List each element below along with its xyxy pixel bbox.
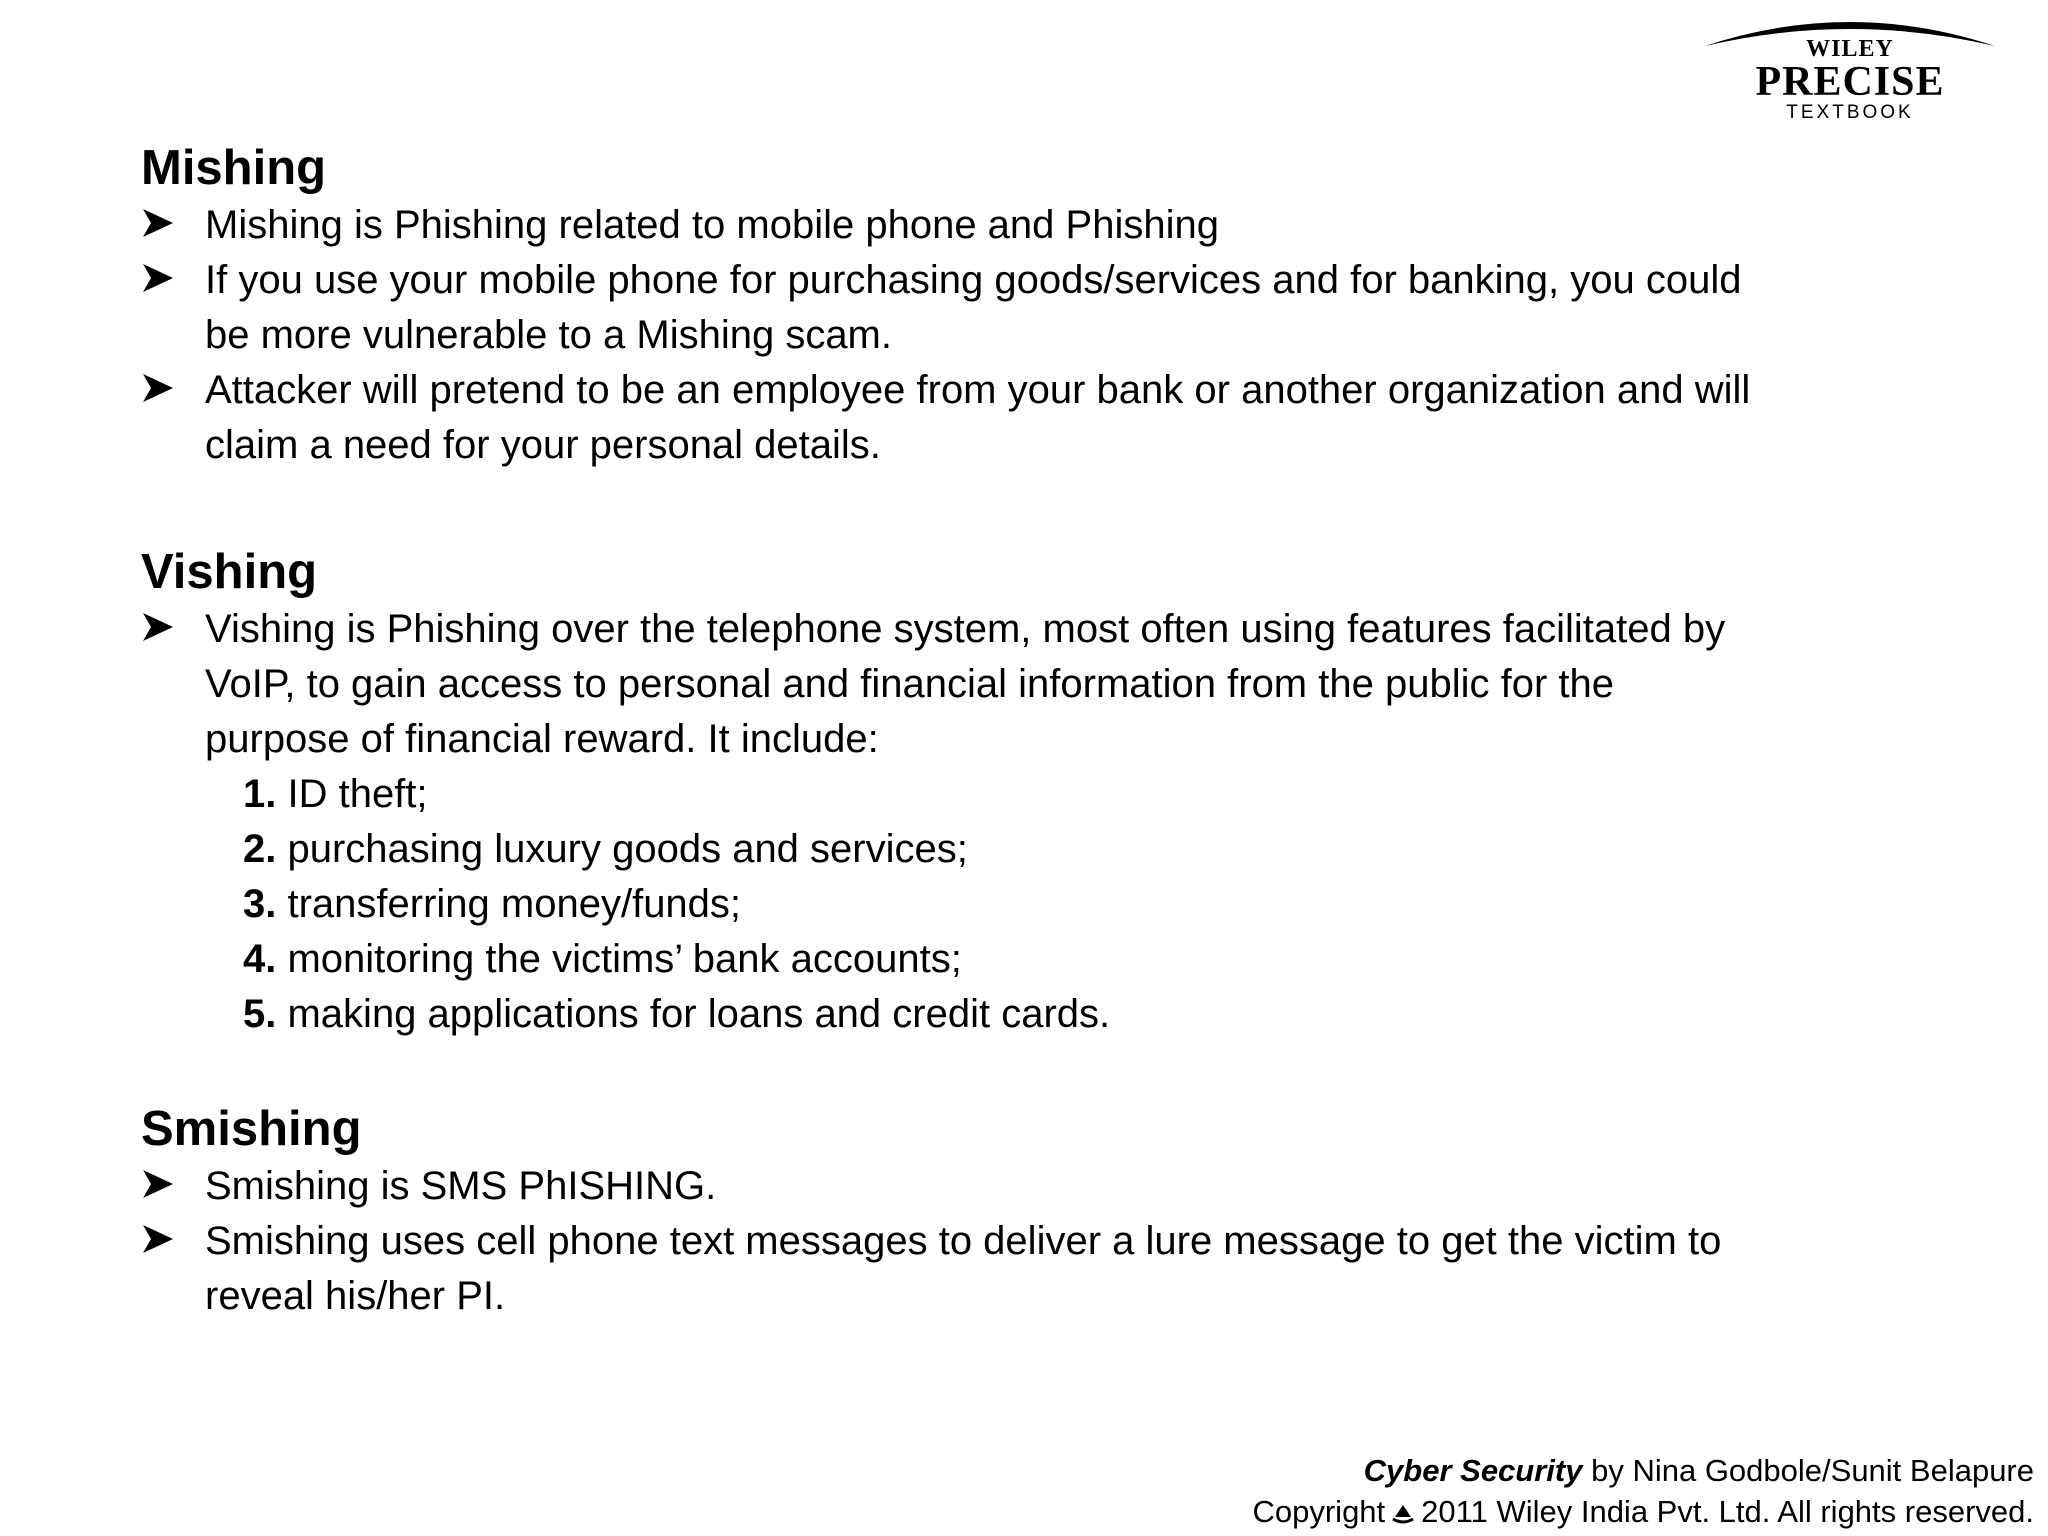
bullet-text: Attacker will pretend to be an employee from your bank or another organization and will claim a need for your personal details.	[205, 368, 1751, 467]
section-vishing	[141, 542, 1761, 1042]
section-heading: Mishing	[141, 141, 327, 195]
numbered-item	[243, 932, 1761, 987]
item-number: 3.	[243, 882, 277, 926]
bullet-text: Smishing is SMS PhISHING.	[205, 1164, 717, 1208]
bullet-text: Vishing is Phishing over the telephone system, most often using features facilitated by VoIP, to gain access to personal and financial information from the public for the purpose of financial reward. It include:	[205, 607, 1726, 761]
arrow-bullet-icon	[141, 206, 175, 240]
section-heading: Vishing	[141, 545, 318, 599]
copyright-symbol-icon	[1391, 1501, 1415, 1525]
bullet-item	[141, 1159, 1761, 1214]
bullet-text: Smishing uses cell phone text messages to deliver a lure message to get the victim to reveal his/her PI.	[205, 1219, 1722, 1318]
bullet-text: If you use your mobile phone for purchasing goods/services and for banking, you could be more vulnerable to a Mishing scam.	[205, 258, 1742, 357]
item-number: 1.	[243, 772, 277, 816]
copyright-suffix: 2011 Wiley India Pvt. Ltd. All rights reserved.	[1421, 1494, 2034, 1529]
book-authors: by Nina Godbole/Sunit Belapure	[1582, 1453, 2034, 1488]
arrow-bullet-icon	[141, 1167, 175, 1201]
logo-precise-text: PRECISE	[1755, 59, 1945, 105]
section-spacer	[141, 1042, 1761, 1099]
bullet-item	[141, 602, 1761, 767]
arrow-bullet-icon	[141, 371, 175, 405]
wiley-precise-logo	[1700, 10, 2000, 123]
bullet-item	[141, 198, 1761, 253]
bullet-text: Mishing is Phishing related to mobile phone and Phishing	[205, 203, 1219, 247]
slide-content	[141, 138, 1761, 1324]
section-heading: Smishing	[141, 1102, 362, 1156]
bullet-item	[141, 363, 1761, 473]
item-number: 5.	[243, 992, 277, 1036]
arrow-bullet-icon	[141, 1222, 175, 1256]
bullet-list	[141, 602, 1761, 767]
logo-wiley-text: WILEY	[1806, 36, 1894, 62]
numbered-item	[243, 987, 1761, 1042]
logo-textbook-text: TEXTBOOK	[1786, 102, 1914, 123]
bullet-list	[141, 198, 1761, 473]
arrow-bullet-icon	[141, 610, 175, 644]
item-text: making applications for loans and credit cards.	[287, 992, 1111, 1036]
book-title: Cyber Security	[1363, 1453, 1583, 1488]
item-number: 2.	[243, 827, 277, 871]
arrow-bullet-icon	[141, 261, 175, 295]
section-mishing	[141, 138, 1761, 473]
item-number: 4.	[243, 937, 277, 981]
numbered-item	[243, 767, 1761, 822]
slide-footer	[1252, 1450, 2034, 1532]
item-text: purchasing luxury goods and services;	[287, 827, 968, 871]
bullet-list	[141, 1159, 1761, 1324]
section-spacer	[141, 473, 1761, 542]
numbered-list	[141, 767, 1761, 1042]
copyright-prefix: Copyright	[1252, 1494, 1386, 1529]
item-text: ID theft;	[287, 772, 428, 816]
numbered-item	[243, 822, 1761, 877]
item-text: transferring money/funds;	[287, 882, 742, 926]
bullet-item	[141, 253, 1761, 363]
copyright-line	[1252, 1491, 2034, 1532]
bullet-item	[141, 1214, 1761, 1324]
book-credit	[1252, 1450, 2034, 1491]
numbered-item	[243, 877, 1761, 932]
item-text: monitoring the victims’ bank accounts;	[287, 937, 962, 981]
section-smishing	[141, 1099, 1761, 1324]
